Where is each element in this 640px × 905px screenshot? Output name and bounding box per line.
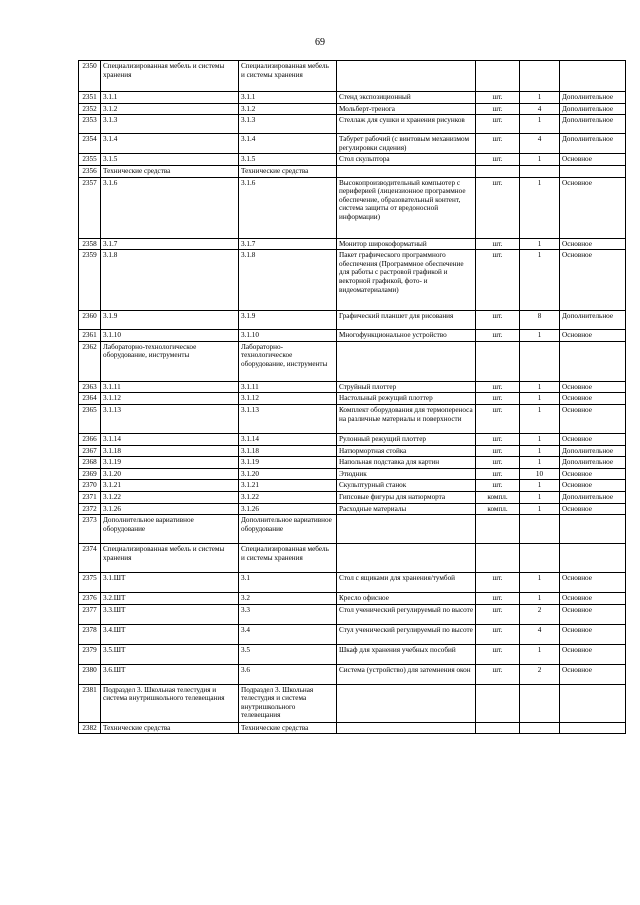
item-type: Основное bbox=[560, 381, 626, 393]
row-number: 2361 bbox=[79, 330, 101, 342]
item-type: Дополнительное bbox=[560, 134, 626, 154]
item-type: Дополнительное bbox=[560, 115, 626, 134]
table-row bbox=[79, 722, 626, 734]
table-row bbox=[79, 311, 626, 330]
item-quantity: 1 bbox=[520, 644, 560, 664]
section-name: 3.1.8 bbox=[239, 250, 337, 311]
item-type bbox=[560, 165, 626, 177]
item-quantity bbox=[520, 722, 560, 734]
item-type: Основное bbox=[560, 154, 626, 166]
section-code: 3.3.ШТ bbox=[101, 604, 239, 624]
item-quantity: 1 bbox=[520, 154, 560, 166]
item-type: Основное bbox=[560, 644, 626, 664]
item-name: Высокопроизводительный компьютер с периферией (лицензионное программное обеспечение, образовательный контент, система защиты от вредоносной информации) bbox=[337, 177, 476, 238]
table-row bbox=[79, 404, 626, 433]
item-unit: шт. bbox=[476, 115, 520, 134]
section-code: 3.1.5 bbox=[101, 154, 239, 166]
item-quantity bbox=[520, 165, 560, 177]
row-number: 2358 bbox=[79, 238, 101, 250]
item-type: Дополнительное bbox=[560, 445, 626, 457]
section-code: Технические средства bbox=[101, 165, 239, 177]
row-number: 2378 bbox=[79, 624, 101, 644]
item-name bbox=[337, 515, 476, 544]
item-name: Натюрмортная стойка bbox=[337, 445, 476, 457]
section-code: 3.1.20 bbox=[101, 468, 239, 480]
item-name: Напольная подставка для картин bbox=[337, 457, 476, 469]
section-name: 3.4 bbox=[239, 624, 337, 644]
section-name: 3.1.9 bbox=[239, 311, 337, 330]
section-name: 3.1.4 bbox=[239, 134, 337, 154]
table-row bbox=[79, 684, 626, 722]
table-row bbox=[79, 457, 626, 469]
row-number: 2359 bbox=[79, 250, 101, 311]
row-number: 2354 bbox=[79, 134, 101, 154]
row-number: 2365 bbox=[79, 404, 101, 433]
row-number: 2371 bbox=[79, 491, 101, 503]
section-code: Подраздел 3. Школьная телестудия и система внутришкольного телевещания bbox=[101, 684, 239, 722]
section-code: 3.2.ШТ bbox=[101, 593, 239, 605]
item-quantity: 4 bbox=[520, 134, 560, 154]
item-type: Основное bbox=[560, 604, 626, 624]
row-number: 2355 bbox=[79, 154, 101, 166]
item-quantity: 1 bbox=[520, 573, 560, 593]
table-row bbox=[79, 238, 626, 250]
table-row bbox=[79, 503, 626, 515]
item-quantity bbox=[520, 544, 560, 573]
item-quantity: 1 bbox=[520, 404, 560, 433]
item-name: Система (устройство) для затемнения окон bbox=[337, 664, 476, 684]
table-row bbox=[79, 154, 626, 166]
row-number: 2352 bbox=[79, 103, 101, 115]
item-unit bbox=[476, 544, 520, 573]
item-name: Комплект оборудования для термопереноса на различные материалы и поверхности bbox=[337, 404, 476, 433]
row-number: 2363 bbox=[79, 381, 101, 393]
item-unit: шт. bbox=[476, 480, 520, 492]
item-name: Пакет графического программного обеспечения (Программное обеспечение для работы с растровой графикой и векторной графикой, фото- и видеоматериалами) bbox=[337, 250, 476, 311]
item-quantity: 1 bbox=[520, 457, 560, 469]
table-row bbox=[79, 341, 626, 381]
table-row bbox=[79, 593, 626, 605]
item-name: Гипсовые фигуры для натюрморта bbox=[337, 491, 476, 503]
section-name: Лабораторно-технологическое оборудование, инструменты bbox=[239, 341, 337, 381]
item-type: Основное bbox=[560, 177, 626, 238]
row-number: 2380 bbox=[79, 664, 101, 684]
section-name: 3.1.5 bbox=[239, 154, 337, 166]
section-code: 3.1.3 bbox=[101, 115, 239, 134]
section-code: 3.1.11 bbox=[101, 381, 239, 393]
item-type: Дополнительное bbox=[560, 491, 626, 503]
section-code: 3.1.10 bbox=[101, 330, 239, 342]
item-unit: шт. bbox=[476, 238, 520, 250]
row-number: 2351 bbox=[79, 92, 101, 104]
row-number: 2381 bbox=[79, 684, 101, 722]
item-name: Шкаф для хранения учебных пособий bbox=[337, 644, 476, 664]
row-number: 2375 bbox=[79, 573, 101, 593]
item-type: Дополнительное bbox=[560, 311, 626, 330]
section-code: Технические средства bbox=[101, 722, 239, 734]
item-quantity: 4 bbox=[520, 624, 560, 644]
section-name: 3.1 bbox=[239, 573, 337, 593]
section-code: 3.1.9 bbox=[101, 311, 239, 330]
item-unit: шт. bbox=[476, 664, 520, 684]
section-name: 3.1.13 bbox=[239, 404, 337, 433]
item-unit: шт. bbox=[476, 433, 520, 445]
item-name: Стол скульптора bbox=[337, 154, 476, 166]
section-code: 3.4.ШТ bbox=[101, 624, 239, 644]
item-name: Этюдник bbox=[337, 468, 476, 480]
table-row bbox=[79, 624, 626, 644]
item-type: Основное bbox=[560, 404, 626, 433]
table-row bbox=[79, 544, 626, 573]
table-row bbox=[79, 61, 626, 92]
row-number: 2367 bbox=[79, 445, 101, 457]
row-number: 2368 bbox=[79, 457, 101, 469]
item-quantity bbox=[520, 515, 560, 544]
row-number: 2370 bbox=[79, 480, 101, 492]
item-type bbox=[560, 515, 626, 544]
table-row bbox=[79, 393, 626, 405]
item-unit: шт. bbox=[476, 468, 520, 480]
table-row bbox=[79, 468, 626, 480]
item-type bbox=[560, 722, 626, 734]
section-name: 3.1.7 bbox=[239, 238, 337, 250]
section-code: 3.1.26 bbox=[101, 503, 239, 515]
table-row bbox=[79, 103, 626, 115]
item-name: Стеллаж для сушки и хранения рисунков bbox=[337, 115, 476, 134]
section-code: Специализированная мебель и системы хранения bbox=[101, 544, 239, 573]
item-name: Настольный режущий плоттер bbox=[337, 393, 476, 405]
item-type bbox=[560, 61, 626, 92]
item-quantity bbox=[520, 684, 560, 722]
item-quantity: 2 bbox=[520, 604, 560, 624]
item-name: Стол с ящиками для хранения/тумбой bbox=[337, 573, 476, 593]
item-unit: шт. bbox=[476, 134, 520, 154]
item-unit: шт. bbox=[476, 154, 520, 166]
item-type: Дополнительное bbox=[560, 92, 626, 104]
section-name: Подраздел 3. Школьная телестудия и система внутришкольного телевещания bbox=[239, 684, 337, 722]
item-unit: шт. bbox=[476, 177, 520, 238]
item-type: Основное bbox=[560, 238, 626, 250]
row-number: 2379 bbox=[79, 644, 101, 664]
section-name: 3.1.22 bbox=[239, 491, 337, 503]
item-quantity: 1 bbox=[520, 393, 560, 405]
item-type: Основное bbox=[560, 468, 626, 480]
section-code: 3.5.ШТ bbox=[101, 644, 239, 664]
table-row bbox=[79, 134, 626, 154]
row-number: 2369 bbox=[79, 468, 101, 480]
item-unit bbox=[476, 341, 520, 381]
item-unit: шт. bbox=[476, 573, 520, 593]
section-code: 3.1.13 bbox=[101, 404, 239, 433]
section-code: 3.1.21 bbox=[101, 480, 239, 492]
section-code: 3.1.18 bbox=[101, 445, 239, 457]
item-unit: шт. bbox=[476, 604, 520, 624]
item-unit bbox=[476, 165, 520, 177]
item-type: Основное bbox=[560, 593, 626, 605]
item-unit: шт. bbox=[476, 381, 520, 393]
item-quantity: 1 bbox=[520, 92, 560, 104]
item-unit: шт. bbox=[476, 593, 520, 605]
section-name: 3.1.3 bbox=[239, 115, 337, 134]
table-row bbox=[79, 250, 626, 311]
table-row bbox=[79, 165, 626, 177]
row-number: 2360 bbox=[79, 311, 101, 330]
item-name: Стенд экспозиционный bbox=[337, 92, 476, 104]
item-quantity: 1 bbox=[520, 115, 560, 134]
section-name: 3.2 bbox=[239, 593, 337, 605]
section-name: 3.1.6 bbox=[239, 177, 337, 238]
section-name: 3.1.19 bbox=[239, 457, 337, 469]
table-row bbox=[79, 330, 626, 342]
section-code: 3.1.4 bbox=[101, 134, 239, 154]
item-unit: шт. bbox=[476, 393, 520, 405]
item-name: Расходные материалы bbox=[337, 503, 476, 515]
item-type bbox=[560, 341, 626, 381]
item-unit bbox=[476, 515, 520, 544]
section-name: 3.1.1 bbox=[239, 92, 337, 104]
table-row bbox=[79, 491, 626, 503]
item-quantity: 1 bbox=[520, 593, 560, 605]
section-code: Лабораторно-технологическое оборудование, инструменты bbox=[101, 341, 239, 381]
section-name: Специализированная мебель и системы хранения bbox=[239, 544, 337, 573]
table-row bbox=[79, 433, 626, 445]
item-name: Рулонный режущий плоттер bbox=[337, 433, 476, 445]
item-unit: шт. bbox=[476, 644, 520, 664]
table-row bbox=[79, 115, 626, 134]
item-quantity: 10 bbox=[520, 468, 560, 480]
item-quantity: 1 bbox=[520, 238, 560, 250]
section-name: 3.1.11 bbox=[239, 381, 337, 393]
item-name: Монитор широкоформатный bbox=[337, 238, 476, 250]
item-type bbox=[560, 684, 626, 722]
item-name: Графический планшет для рисования bbox=[337, 311, 476, 330]
item-unit: шт. bbox=[476, 250, 520, 311]
section-code: 3.1.7 bbox=[101, 238, 239, 250]
item-name: Многофункциональное устройство bbox=[337, 330, 476, 342]
section-code: Специализированная мебель и системы хранения bbox=[101, 61, 239, 92]
table-body bbox=[79, 61, 626, 734]
row-number: 2373 bbox=[79, 515, 101, 544]
item-type: Основное bbox=[560, 393, 626, 405]
item-name: Стул ученический регулируемый по высоте bbox=[337, 624, 476, 644]
section-code: 3.1.14 bbox=[101, 433, 239, 445]
item-quantity bbox=[520, 341, 560, 381]
item-quantity: 1 bbox=[520, 491, 560, 503]
item-unit: компл. bbox=[476, 503, 520, 515]
item-unit: шт. bbox=[476, 457, 520, 469]
table-row bbox=[79, 445, 626, 457]
item-unit: шт. bbox=[476, 404, 520, 433]
page-number: 69 bbox=[315, 37, 325, 48]
item-unit: шт. bbox=[476, 103, 520, 115]
item-unit: шт. bbox=[476, 624, 520, 644]
item-type bbox=[560, 544, 626, 573]
item-type: Основное bbox=[560, 573, 626, 593]
section-name: 3.1.26 bbox=[239, 503, 337, 515]
section-code: 3.1.1 bbox=[101, 92, 239, 104]
item-quantity: 4 bbox=[520, 103, 560, 115]
section-name: 3.1.10 bbox=[239, 330, 337, 342]
section-name: 3.5 bbox=[239, 644, 337, 664]
item-quantity: 1 bbox=[520, 503, 560, 515]
item-name bbox=[337, 341, 476, 381]
section-code: 3.1.12 bbox=[101, 393, 239, 405]
item-name: Скульптурный станок bbox=[337, 480, 476, 492]
item-type: Основное bbox=[560, 503, 626, 515]
row-number: 2353 bbox=[79, 115, 101, 134]
table-row bbox=[79, 664, 626, 684]
item-type: Основное bbox=[560, 433, 626, 445]
item-unit: шт. bbox=[476, 330, 520, 342]
item-quantity: 1 bbox=[520, 480, 560, 492]
item-name: Струйный плоттер bbox=[337, 381, 476, 393]
row-number: 2366 bbox=[79, 433, 101, 445]
item-name: Кресло офисное bbox=[337, 593, 476, 605]
row-number: 2350 bbox=[79, 61, 101, 92]
table-row bbox=[79, 480, 626, 492]
item-name bbox=[337, 722, 476, 734]
item-unit bbox=[476, 61, 520, 92]
section-name: 3.1.14 bbox=[239, 433, 337, 445]
table-row bbox=[79, 177, 626, 238]
section-name: 3.1.20 bbox=[239, 468, 337, 480]
table-row bbox=[79, 515, 626, 544]
item-quantity: 1 bbox=[520, 250, 560, 311]
item-name: Табурет рабочий (с винтовым механизмом регулировки сидения) bbox=[337, 134, 476, 154]
section-name: Технические средства bbox=[239, 165, 337, 177]
table-row bbox=[79, 92, 626, 104]
item-quantity: 1 bbox=[520, 381, 560, 393]
item-quantity: 1 bbox=[520, 445, 560, 457]
row-number: 2374 bbox=[79, 544, 101, 573]
section-code: 3.1.22 bbox=[101, 491, 239, 503]
item-name: Мольберт-тренога bbox=[337, 103, 476, 115]
item-quantity: 1 bbox=[520, 177, 560, 238]
item-type: Основное bbox=[560, 664, 626, 684]
row-number: 2364 bbox=[79, 393, 101, 405]
section-name: 3.1.2 bbox=[239, 103, 337, 115]
item-unit: шт. bbox=[476, 311, 520, 330]
row-number: 2357 bbox=[79, 177, 101, 238]
equipment-table bbox=[78, 60, 626, 734]
section-code: 3.1.6 bbox=[101, 177, 239, 238]
table-row bbox=[79, 644, 626, 664]
item-type: Основное bbox=[560, 624, 626, 644]
item-type: Основное bbox=[560, 480, 626, 492]
section-name: Дополнительное вариативное оборудование bbox=[239, 515, 337, 544]
row-number: 2356 bbox=[79, 165, 101, 177]
section-code: 3.1.8 bbox=[101, 250, 239, 311]
section-name: Специализированная мебель и системы хранения bbox=[239, 61, 337, 92]
section-code: 3.1.19 bbox=[101, 457, 239, 469]
item-quantity bbox=[520, 61, 560, 92]
item-name bbox=[337, 165, 476, 177]
item-type: Дополнительное bbox=[560, 103, 626, 115]
section-name: 3.1.18 bbox=[239, 445, 337, 457]
row-number: 2362 bbox=[79, 341, 101, 381]
row-number: 2376 bbox=[79, 593, 101, 605]
section-name: 3.6 bbox=[239, 664, 337, 684]
section-name: 3.1.12 bbox=[239, 393, 337, 405]
item-quantity: 8 bbox=[520, 311, 560, 330]
item-type: Основное bbox=[560, 250, 626, 311]
item-unit: компл. bbox=[476, 491, 520, 503]
section-name: 3.3 bbox=[239, 604, 337, 624]
item-quantity: 1 bbox=[520, 330, 560, 342]
item-name bbox=[337, 684, 476, 722]
table-row bbox=[79, 604, 626, 624]
item-name bbox=[337, 61, 476, 92]
item-type: Дополнительное bbox=[560, 457, 626, 469]
row-number: 2372 bbox=[79, 503, 101, 515]
section-code: Дополнительное вариативное оборудование bbox=[101, 515, 239, 544]
item-type: Основное bbox=[560, 330, 626, 342]
section-name: Технические средства bbox=[239, 722, 337, 734]
section-code: 3.1.2 bbox=[101, 103, 239, 115]
item-quantity: 1 bbox=[520, 433, 560, 445]
row-number: 2382 bbox=[79, 722, 101, 734]
section-code: 3.1.ШТ bbox=[101, 573, 239, 593]
item-quantity: 2 bbox=[520, 664, 560, 684]
item-unit bbox=[476, 684, 520, 722]
table-row bbox=[79, 573, 626, 593]
section-name: 3.1.21 bbox=[239, 480, 337, 492]
row-number: 2377 bbox=[79, 604, 101, 624]
table-row bbox=[79, 381, 626, 393]
item-unit: шт. bbox=[476, 445, 520, 457]
item-name: Стол ученический регулируемый по высоте bbox=[337, 604, 476, 624]
item-unit: шт. bbox=[476, 92, 520, 104]
item-name bbox=[337, 544, 476, 573]
section-code: 3.6.ШТ bbox=[101, 664, 239, 684]
item-unit bbox=[476, 722, 520, 734]
